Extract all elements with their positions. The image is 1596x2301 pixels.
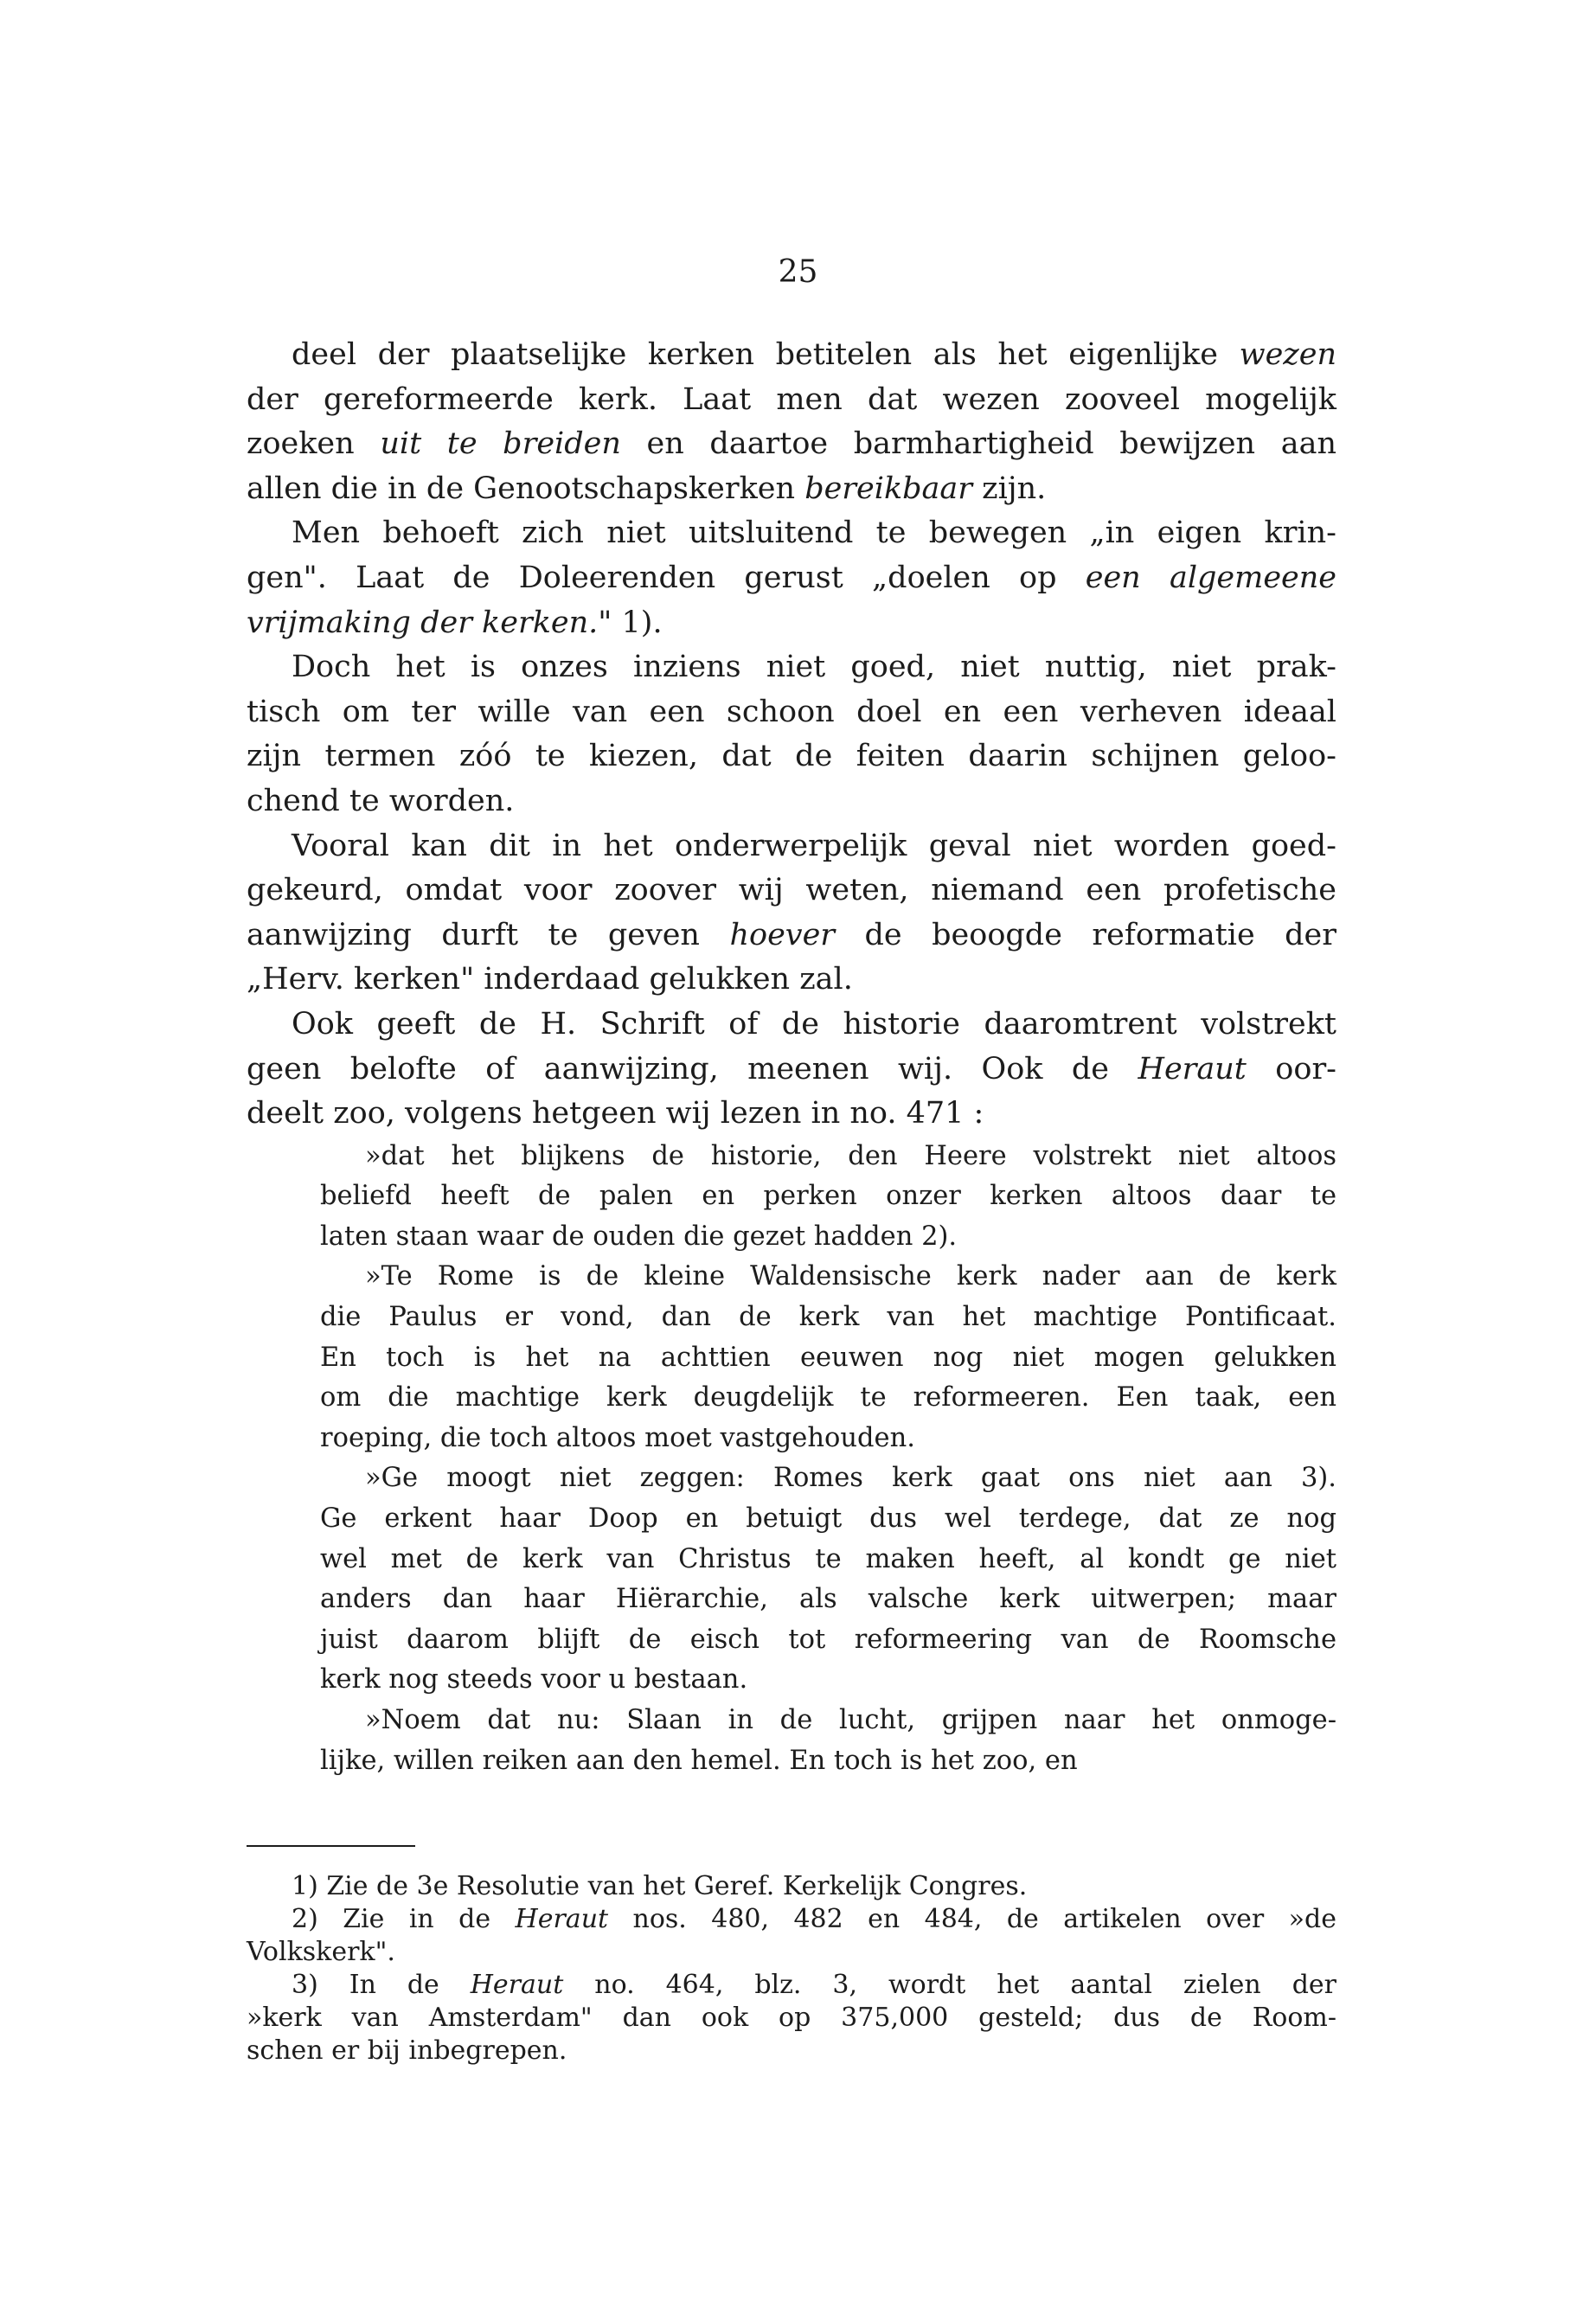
text-run: zoeken (247, 426, 381, 462)
text-run: en daartoe barmhartigheid bewijzen aan (620, 426, 1336, 462)
text-line (320, 1499, 1336, 1540)
text-line (247, 378, 1336, 423)
paragraph (247, 511, 1336, 645)
quote-paragraph (320, 1137, 1336, 1258)
text-run: zijn termen zóó te kiezen, dat de feiten daarin schijnen geloo- (247, 739, 1336, 774)
footnotes (247, 1870, 1336, 2067)
text-run: die Paulus er vond, dan de kerk van het machtige Pontificaat. (320, 1302, 1336, 1333)
text-line (320, 1137, 1336, 1177)
text-run: »Ge moogt niet zeggen: Romes kerk gaat ons niet aan 3). (365, 1463, 1336, 1494)
text-line (320, 1620, 1336, 1661)
text-run: wel met de kerk van Christus te maken heeft, al kondt ge niet (320, 1543, 1336, 1574)
text-run: 3) In de (292, 1970, 471, 2000)
text-line (247, 511, 1336, 556)
text-run: Ook geeft de H. Schrift of de historie daaromtrent volstrekt (292, 1006, 1336, 1042)
text-run: »Te Rome is de kleine Waldensische kerk nader aan de kerk (365, 1261, 1336, 1292)
text-line (247, 734, 1336, 779)
text-run: oor- (1246, 1051, 1337, 1086)
text-line (247, 824, 1336, 869)
italic-run: Heraut (470, 1970, 564, 2000)
page-number: 25 (778, 254, 818, 290)
paragraph (247, 645, 1336, 824)
text-run: Ge erkent haar Doop en betuigt dus wel terdege, dat ze nog (320, 1503, 1336, 1535)
text-run: deel der plaatselijke kerken betitelen als het eigenlijke (292, 337, 1240, 372)
quote-block (320, 1137, 1336, 1782)
text-line (320, 1660, 1336, 1701)
text-run: om die machtige kerk deugdelijk te reformeeren. Een taak, een (320, 1382, 1336, 1413)
text-run: no. 464, blz. 3, wordt het aantal zielen der (563, 1970, 1336, 2000)
text-run: lijke, willen reiken aan den hemel. En toch is het zoo, en (320, 1745, 1078, 1776)
text-run: " 1). (598, 605, 663, 640)
text-run: „Herv. kerken" inderdaad gelukken zal. (247, 962, 853, 997)
text-line (320, 1298, 1336, 1338)
footnote-line (247, 1903, 1336, 1936)
text-run: roeping, die toch altoos moet vastgehouden. (320, 1422, 915, 1453)
footnote-line (247, 1870, 1336, 1903)
footnote-line (247, 2035, 1336, 2067)
text-line (247, 868, 1336, 913)
paragraph-list (247, 333, 1336, 1137)
quote-paragraph (320, 1458, 1336, 1701)
paragraph (247, 333, 1336, 511)
text-run: En toch is het na achttien eeuwen nog niet mogen gelukken (320, 1342, 1336, 1373)
text-run: kerk nog steeds voor u bestaan. (320, 1664, 748, 1695)
text-run: Men behoeft zich niet uitsluitend te bewegen „in eigen krin- (292, 516, 1336, 551)
text-line (247, 1048, 1336, 1093)
text-line (320, 1419, 1336, 1459)
italic-run: hoever (729, 917, 836, 952)
text-run: geen belofte of aanwijzing, meenen wij. Ook de (247, 1051, 1138, 1086)
italic-run: wezen (1239, 337, 1336, 372)
quote-paragraph (320, 1701, 1336, 1781)
text-line (247, 958, 1336, 1003)
text-run: 1) Zie de 3e Resolutie van het Geref. Kerkelijk Congres. (292, 1871, 1028, 1901)
main-text (247, 333, 1336, 1781)
text-run: schen er bij inbegrepen. (247, 2035, 567, 2066)
paragraph (247, 824, 1336, 1003)
text-line (247, 690, 1336, 735)
text-run: aanwijzing durft te geven (247, 917, 730, 952)
text-run: »kerk van Amsterdam" dan ook op 375,000 gesteld; dus de Room- (247, 2003, 1336, 2033)
text-run: chend te worden. (247, 783, 515, 818)
text-run: Vooral kan dit in het onderwerpelijk geval niet worden goed- (292, 828, 1336, 863)
text-run: Doch het is onzes inziens niet goed, niet nuttig, niet prak- (292, 650, 1336, 685)
text-run: »Noem dat nu: Slaan in de lucht, grijpen naar het onmoge- (365, 1705, 1336, 1735)
text-line (247, 913, 1336, 958)
text-line (247, 645, 1336, 690)
text-line (320, 1338, 1336, 1379)
text-run: nos. 480, 482 en 484, de artikelen over »de (608, 1904, 1336, 1934)
text-run: laten staan waar de ouden die gezet hadden 2). (320, 1221, 958, 1252)
footnote-line (247, 2002, 1336, 2035)
text-line (247, 422, 1336, 467)
text-line (247, 779, 1336, 824)
text-line (320, 1540, 1336, 1580)
footnote-line (247, 1936, 1336, 1969)
text-line (247, 1092, 1336, 1137)
text-run: der gereformeerde kerk. Laat men dat wezen zooveel mogelijk (247, 381, 1336, 417)
text-line (320, 1741, 1336, 1782)
quote-paragraph (320, 1257, 1336, 1458)
footnote (247, 1870, 1336, 1903)
text-line (320, 1176, 1336, 1217)
footnote (247, 1969, 1336, 2067)
text-run: 2) Zie in de (292, 1904, 516, 1934)
text-line (247, 1003, 1336, 1048)
text-run: Volkskerk". (247, 1937, 395, 1967)
text-line (320, 1580, 1336, 1620)
italic-run: vrijmaking der kerken. (247, 605, 599, 640)
text-run: tisch om ter wille van een schoon doel en een verheven ideaal (247, 694, 1336, 729)
text-line (320, 1701, 1336, 1741)
text-run: allen die in de Genootschapskerken (247, 471, 805, 506)
text-run: de beoogde reformatie der (835, 917, 1337, 952)
italic-run: uit te breiden (380, 426, 621, 462)
paragraph (247, 1003, 1336, 1137)
text-line (247, 556, 1336, 601)
footnote-line (247, 1969, 1336, 2002)
footnote (247, 1903, 1336, 1969)
text-run: gen". Laat de Doleerenden gerust „doelen op (247, 560, 1086, 595)
text-run: zijn. (972, 471, 1047, 506)
text-line (247, 333, 1336, 378)
italic-run: bereikbaar (804, 471, 973, 506)
text-line (320, 1257, 1336, 1298)
text-run: juist daarom blijft de eisch tot reformeering van de Roomsche (320, 1624, 1336, 1655)
text-run: »dat het blijkens de historie, den Heere volstrekt niet altoos (365, 1140, 1336, 1171)
text-line (247, 601, 1336, 646)
italic-run: Heraut (1138, 1051, 1247, 1086)
text-line (320, 1458, 1336, 1499)
text-run: deelt zoo, volgens hetgeen wij lezen in no. 471 : (247, 1096, 984, 1131)
italic-run: een algemeene (1085, 560, 1336, 595)
text-line (320, 1378, 1336, 1419)
italic-run: Heraut (515, 1904, 609, 1934)
text-run: gekeurd, omdat voor zoover wij weten, niemand een profetische (247, 873, 1336, 908)
text-line (247, 467, 1336, 512)
text-run: anders dan haar Hiërarchie, als valsche kerk uitwerpen; maar (320, 1584, 1336, 1615)
text-line (320, 1217, 1336, 1258)
footnote-divider (247, 1845, 415, 1847)
text-run: beliefd heeft de palen en perken onzer kerken altoos daar te (320, 1181, 1336, 1212)
